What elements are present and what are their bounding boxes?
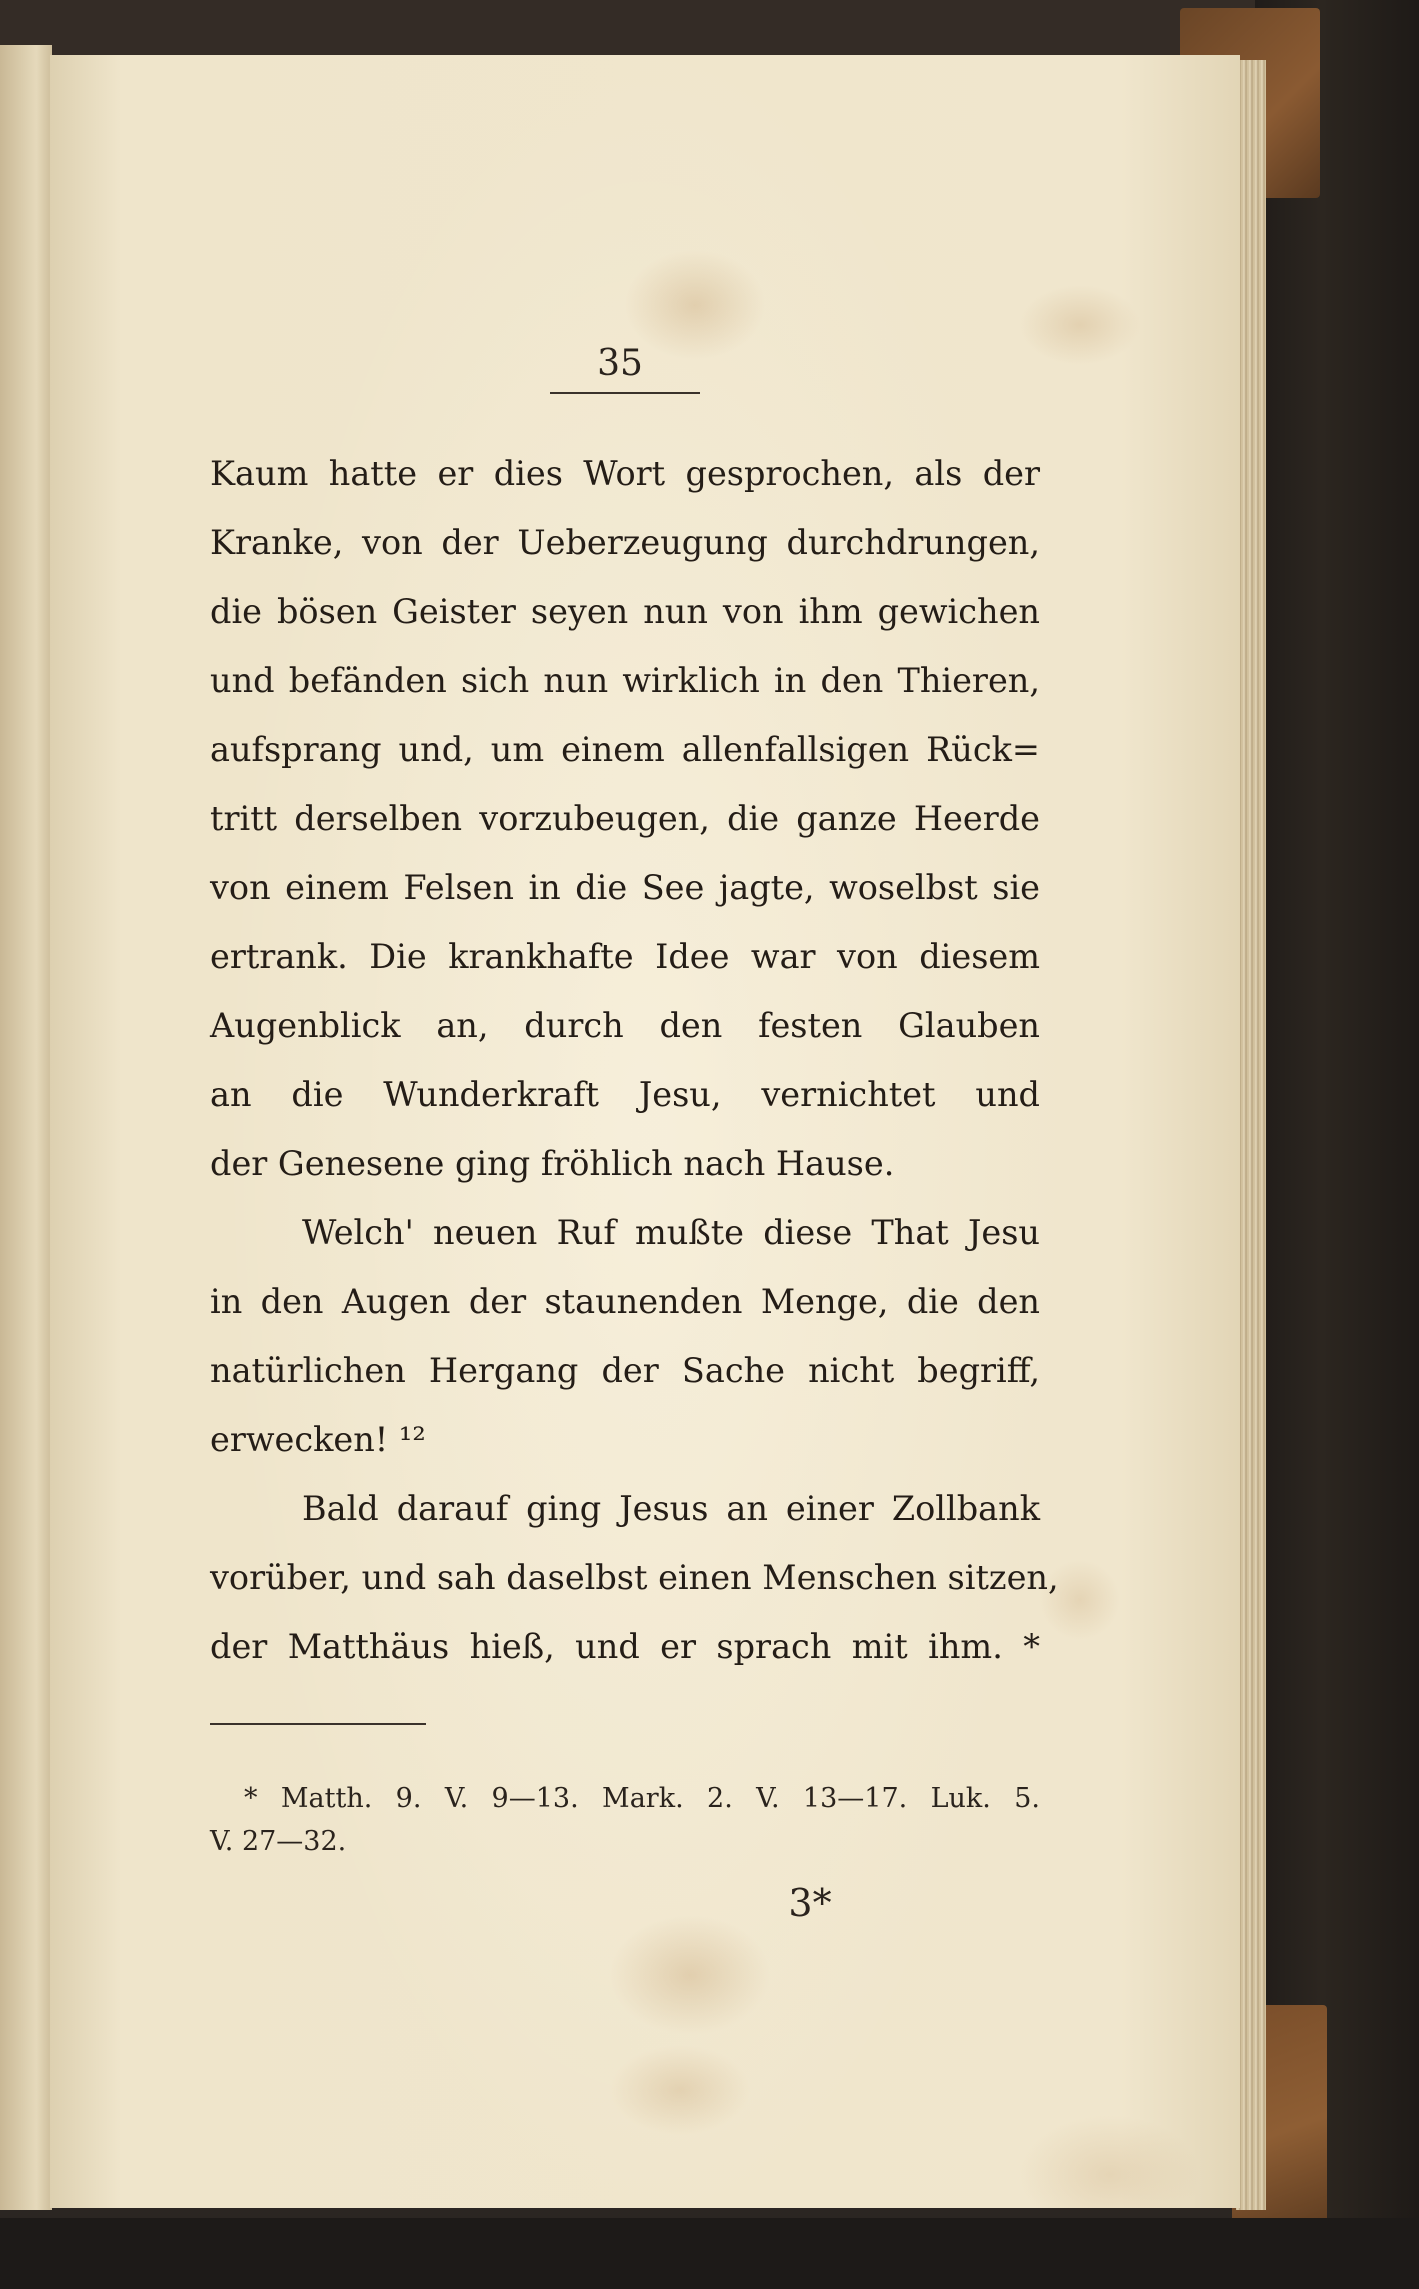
text-line: ertrank. Die krankhafte Idee war von diesem <box>210 937 1040 976</box>
text-line: tritt derselben vorzubeugen, die ganze Heerde <box>210 799 1040 838</box>
signature-mark: 3* <box>788 1881 832 1925</box>
body-text <box>210 439 1059 1681</box>
text-line: der Genesene ging fröhlich nach Hause. <box>210 1144 895 1183</box>
text-line: die bösen Geister seyen nun von ihm gewichen <box>210 592 1040 631</box>
text-line: Bald darauf ging Jesus an einer Zollbank <box>302 1489 1040 1528</box>
footnote-rule <box>210 1723 426 1725</box>
text-line: von einem Felsen in die See jagte, woselbst sie <box>210 868 1040 907</box>
footnote-line: V. 27—32. <box>210 1826 347 1857</box>
facing-page-edge <box>0 45 52 2210</box>
footnote <box>210 1777 1040 1863</box>
text-line: der Matthäus hieß, und er sprach mit ihm. * <box>210 1627 1040 1666</box>
text-line: und befänden sich nun wirklich in den Thieren, <box>210 661 1040 700</box>
page-edges <box>1236 60 1266 2210</box>
text-line: Kaum hatte er dies Wort gesprochen, als der <box>210 454 1040 493</box>
text-line: erwecken! ¹² <box>210 1420 426 1459</box>
book-cover-top <box>0 0 1320 55</box>
page-number: 35 <box>597 343 643 384</box>
book-cover-right <box>1255 0 1419 2289</box>
text-line: in den Augen der staunenden Menge, die den <box>210 1282 1040 1321</box>
book-page <box>50 55 1240 2208</box>
text-line: aufsprang und, um einem allenfallsigen Rück= <box>210 730 1040 769</box>
text-line: vorüber, und sah daselbst einen Menschen sitzen, <box>210 1558 1059 1597</box>
text-line: Welch' neuen Ruf mußte diese That Jesu <box>302 1213 1040 1252</box>
text-line: natürlichen Hergang der Sache nicht begriff, <box>210 1351 1040 1390</box>
text-line: an die Wunderkraft Jesu, vernichtet und <box>210 1075 1040 1114</box>
footnote-line: * Matth. 9. V. 9—13. Mark. 2. V. 13—17. Luk. 5. <box>244 1783 1040 1814</box>
text-line: Augenblick an, durch den festen Glauben <box>210 1006 1040 1045</box>
header-rule <box>550 392 700 394</box>
text-line: Kranke, von der Ueberzeugung durchdrungen, <box>210 523 1040 562</box>
book-cover-bottom <box>0 2218 1419 2289</box>
